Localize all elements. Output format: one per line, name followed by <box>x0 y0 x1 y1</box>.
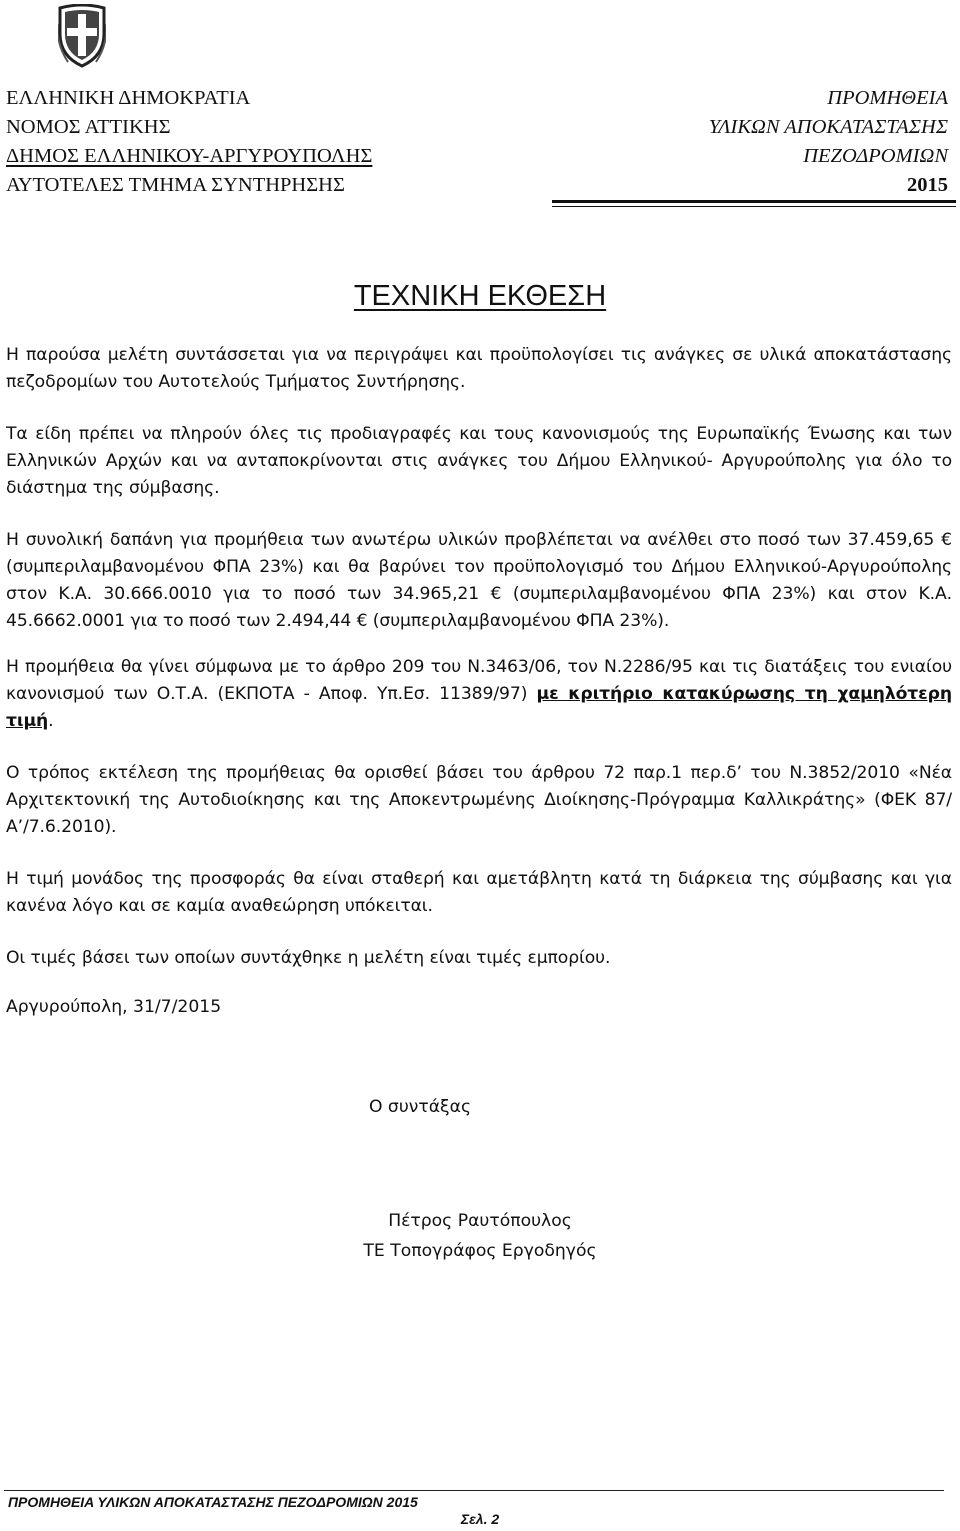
project-year: 2015 <box>907 174 948 196</box>
paragraph-fixed-price: Η τιμή μονάδος της προσφοράς θα είναι σταθερή και αμετάβλητη κατά τη διάρκεια της σύμβασης και για κανένα λόγο και σε καμία αναθεώρηση υπόκειται. <box>6 869 952 916</box>
page-footer <box>0 1494 960 1528</box>
compiler-label: Ο συντάξας <box>368 1097 472 1117</box>
paragraph-specifications: Τα είδη πρέπει να πληρούν όλες τις προδιαγραφές και τους κανονισμούς της Ευρωπαϊκής Ένωσης και των Ελληνικών Αρχών και να ανταποκρίνονται στις ανάγκες του Δήμου Ελληνικού- Αργυρούπολης για όλο το διάστημα της σύμβασης. <box>6 424 952 498</box>
project-line-2: ΥΛΙΚΩΝ ΑΠΟΚΑΤΑΣΤΑΣΗΣ <box>708 116 948 138</box>
issuer-line-country: ΕΛΛΗΝΙΚΗ ΔΗΜΟΚΡΑΤΙΑ <box>6 87 251 109</box>
signatory-role: ΤΕ Τοπογράφος Εργοδηγός <box>363 1241 597 1261</box>
place-date: Αργυρούπολη, 31/7/2015 <box>6 997 222 1017</box>
paragraph-procedure <box>6 654 952 735</box>
issuer-line-municipality: ΔΗΜΟΣ ΕΛΛΗΝΙΚΟΥ-ΑΡΓΥΡΟΥΠΟΛΗΣ <box>6 145 373 167</box>
award-criterion: με κριτήριο κατακύρωσης τη χαμηλότερη τιμή <box>6 684 952 731</box>
footer-divider <box>4 1490 944 1491</box>
paragraph-budget: Η συνολική δαπάνη για προμήθεια των ανωτέρω υλικών προβλέπεται να ανέλθει στο ποσό των 37.459,65 € (συμπεριλαμβανομένου ΦΠΑ 23%) και θα βαρύνει τον προϋπολογισμό του Δήμου Ελληνικού-Αργυρούπολης στον Κ.Α. 30.666.0010 για το ποσό των 34.965,21 € (συμπεριλαμβανομένου ΦΠΑ 23%) και στον Κ.Α. 45.6662.0001 για το ποσό των 2.494,44 € (συμπεριλαμβανομένου ΦΠΑ 23%). <box>6 530 952 631</box>
greek-coat-of-arms-icon <box>58 4 106 68</box>
header-divider-thin <box>552 206 956 207</box>
project-line-1: ΠΡΟΜΗΘΕΙΑ <box>827 87 948 109</box>
document-body <box>6 342 952 1017</box>
issuer-line-department: ΑΥΤΟΤΕΛΕΣ ΤΜΗΜΑ ΣΥΝΤΗΡΗΣΗΣ <box>6 174 345 196</box>
procedure-end: . <box>48 711 54 731</box>
paragraph-market-prices: Οι τιμές βάσει των οποίων συντάχθηκε η μελέτη είναι τιμές εμπορίου. <box>6 948 611 968</box>
signatory-block <box>0 1206 960 1266</box>
signatory-name: Πέτρος Ραυτόπουλος <box>388 1211 572 1231</box>
project-header <box>709 84 948 200</box>
document-title: ΤΕΧΝΙΚΗ ΕΚΘΕΣΗ <box>353 280 607 312</box>
project-line-3: ΠΕΖΟΔΡΟΜΙΩΝ <box>803 145 948 167</box>
footer-title: ΠΡΟΜΗΘΕΙΑ ΥΛΙΚΩΝ ΑΠΟΚΑΤΑΣΤΑΣΗΣ ΠΕΖΟΔΡΟΜΙΩΝ 2015 <box>8 1494 418 1510</box>
header-divider-thick <box>552 200 956 203</box>
paragraph-execution: Ο τρόπος εκτέλεση της προμήθειας θα ορισθεί βάσει του άρθρου 72 παρ.1 περ.δ’ του Ν.3852/2010 «Νέα Αρχιτεκτονική της Αυτοδιοίκησης και της Αποκεντρωμένης Διοίκησης-Πρόγραμμα Καλλικράτης» (ΦΕΚ 87/Α’/7.6.2010). <box>6 763 952 837</box>
paragraph-purpose: Η παρούσα μελέτη συντάσσεται για να περιγράψει και προϋπολογίσει τις ανάγκες σε υλικά αποκατάστασης πεζοδρομίων του Αυτοτελούς Τμήματος Συντήρησης. <box>6 345 952 392</box>
issuer-line-prefecture: ΝΟΜΟΣ ΑΤΤΙΚΗΣ <box>6 116 171 138</box>
issuer-header <box>6 84 372 200</box>
procedure-text: Η προμήθεια θα γίνει σύμφωνα με το άρθρο 209 του Ν.3463/06, τον Ν.2286/95 και τις διατάξεις του ενιαίου κανονισμού των Ο.Τ.Α. (ΕΚΠΟΤΑ - Αποφ. Υπ.Εσ. 11389/97) <box>6 657 952 704</box>
page-number: Σελ. 2 <box>460 1511 500 1527</box>
